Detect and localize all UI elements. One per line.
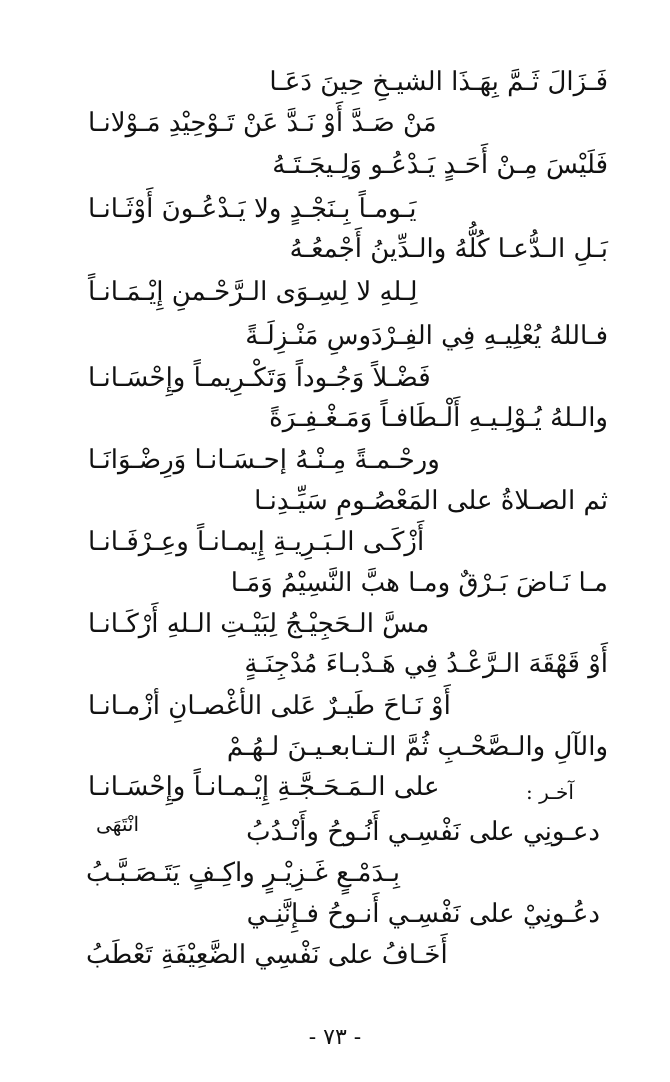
- poem-line: فـاللهُ يُعْلِيـهِ فِي الفِـرْدَوسِ مَنْـزِلَـةً: [245, 321, 608, 351]
- poem-line: فَلَيْسَ مِـنْ أَحَـدٍ يَـدْعُـو وَلِـيجَـتَـهُ: [272, 150, 608, 180]
- poem-line: مسَّ الـحَجِيْـجُ لِبَيْـتِ الـلهِ أَرْكَـانـا: [88, 609, 430, 639]
- poem-line: مَنْ صَـدَّ أَوْ نَـدَّ عَنْ تَـوْحِيْدِ مَـوْلانـا: [88, 108, 437, 138]
- poem-line: أَزْكَـى الـبَـرِيـةِ إِيمـانـاً وعِـرْفَـانـا: [88, 527, 425, 557]
- poem-line: بِـدَمْـعٍ غَـزِيْـرٍ واكِـفٍ يَتَـصَـبَّـبُ: [86, 858, 400, 888]
- poem-line: فَـزَالَ ثَـمَّ بِهَـذَا الشيـخِ حِينَ دَعَـا: [269, 67, 608, 97]
- poem-line: أَوْ نَـاحَ طَيـرٌ عَلى الأغْصـانِ أزْمـانـا: [88, 691, 451, 721]
- note-end: انْتَهَى: [96, 812, 140, 836]
- poem-line: لِـلهِ لا لِسِـوَى الـرَّحْـمنِ إِيْـمَـانـاً: [88, 277, 418, 307]
- poem-line: يَـومـاً بِـنَجْـدٍ ولا يَـدْعُـونَ أَوْثَـانـا: [88, 194, 417, 224]
- poem-line: بَـلِ الـدُّعـا كُلُّهُ والـدِّينُ أَجْمعُـهُ: [289, 234, 608, 264]
- note-other-poet: آخـر :: [526, 780, 574, 804]
- poem-line: دعـونِي على نَفْسِـي أَنُـوحُ وأَنْـدُبُ: [246, 817, 600, 847]
- page-number: - ٧٣ -: [308, 1025, 362, 1050]
- poem-line: أَوْ قَهْقَهَ الـرَّعْـدُ فِي هَـدْبـاءَ مُدْجِنَـةٍ: [244, 649, 608, 679]
- poem-line: مـا نَـاضَ بَـرْقٌ ومـا هبَّ النَّسِيْمُ وَمَـا: [230, 568, 608, 598]
- poem-line: فَضْـلاً وَجُـوداً وَتَكْـرِيمـاً وإِحْسَـانـا: [88, 363, 431, 393]
- poem-line: ورحْـمـةً مِـنْـهُ إحـسَـانـا وَرِضْـوَانَـا: [88, 445, 440, 475]
- poem-line: والـلهُ يُـوْلِـيـهِ أَلْـطَافـاً وَمَـغْـفِـرَةً: [269, 403, 608, 433]
- poem-line: والآلِ والـصَّحْـبِ ثُمَّ الـتـابعـيـنَ لـهُـمْ: [226, 732, 608, 762]
- poem-line: أَخَـافُ على نَفْسِي الضَّعِيْفَةِ تَعْطَبُ: [86, 940, 448, 970]
- poem-line: ثم الصـلاةُ على المَعْصُـومِ سَيِّـدِنـا: [254, 486, 608, 516]
- poem-line: على الـمَـحَـجَّـةِ إِيْـمـانـاً وإِحْسَـانـا: [88, 772, 440, 802]
- poem-line: دعُـونِيْ على نَفْسِـي أَنـوحُ فـإِنَّنِـي: [246, 899, 600, 929]
